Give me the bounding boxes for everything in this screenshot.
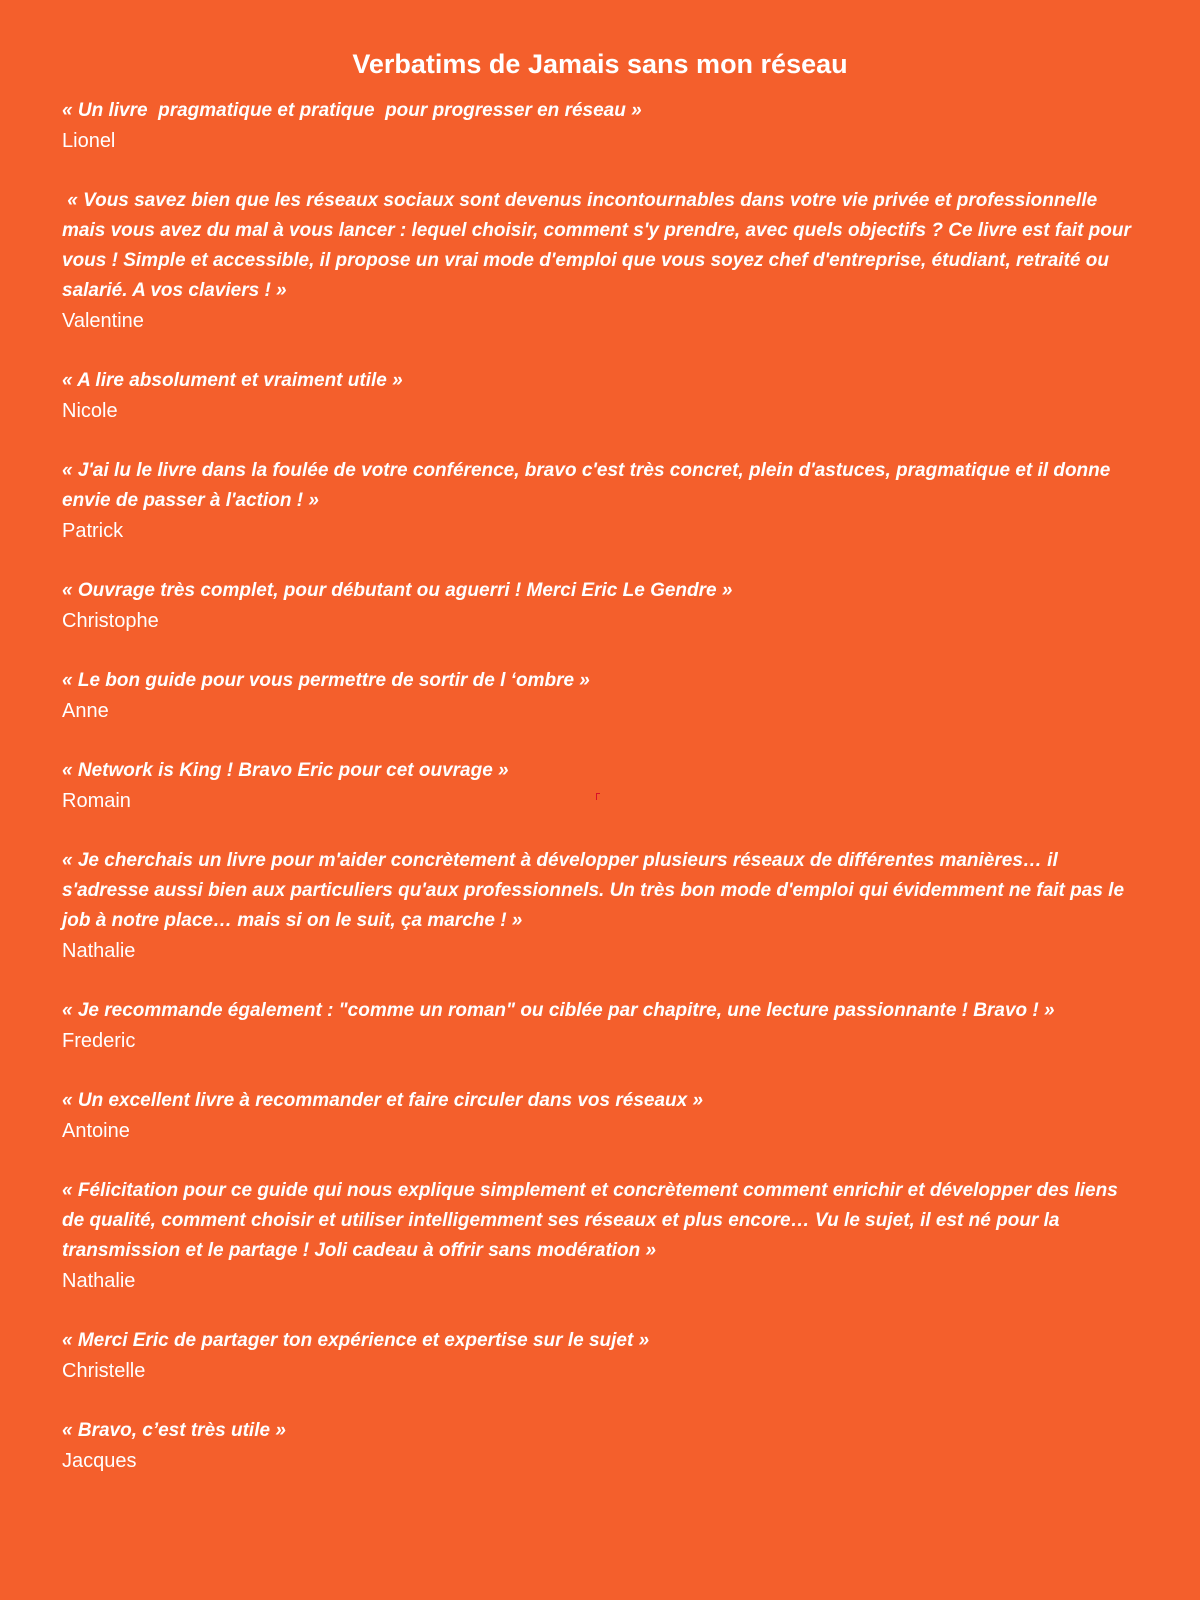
testimonial-quote: « Le bon guide pour vous permettre de sortir de l ‘ombre » [62, 670, 590, 691]
testimonial-quote: « Félicitation pour ce guide qui nous explique simplement et concrètement comment enrichir et développer des liens de qualité, comment choisir et utiliser intelligemment ses réseaux et plus encore… Vu le sujet, il est né pour la transmission et le partage ! Joli cadeau à offrir sans modération » [62, 1180, 1124, 1261]
testimonial-quote: « A lire absolument et vraiment utile » [62, 370, 403, 391]
testimonial-item [62, 576, 1138, 636]
testimonial-item [62, 996, 1138, 1056]
testimonial-item [62, 756, 1138, 816]
testimonial-quote: « Un excellent livre à recommander et faire circuler dans vos réseaux » [62, 1090, 704, 1111]
testimonial-author: Romain [62, 790, 131, 812]
testimonial-author: Nathalie [62, 1270, 136, 1292]
testimonial-item [62, 1416, 1138, 1476]
testimonial-author: Jacques [62, 1450, 137, 1472]
testimonial-item [62, 1326, 1138, 1386]
testimonial-item [62, 846, 1138, 966]
testimonial-author: Anne [62, 700, 109, 722]
testimonial-quote: « Network is King ! Bravo Eric pour cet ouvrage » [62, 760, 509, 781]
testimonial-quote: « Ouvrage très complet, pour débutant ou aguerri ! Merci Eric Le Gendre » [62, 580, 733, 601]
page-title: Verbatims de Jamais sans mon réseau [352, 49, 848, 79]
testimonial-item [62, 666, 1138, 726]
testimonial-item [62, 96, 1138, 156]
testimonial-author: Lionel [62, 130, 116, 152]
testimonial-item [62, 456, 1138, 546]
testimonial-item [62, 1176, 1138, 1296]
testimonial-quote: « Bravo, c’est très utile » [62, 1420, 286, 1441]
testimonial-list [62, 96, 1138, 1476]
testimonial-author: Patrick [62, 520, 124, 542]
testimonial-quote: « Je cherchais un livre pour m'aider concrètement à développer plusieurs réseaux de différentes manières… il s'adresse aussi bien aux particuliers qu'aux professionnels. Un très bon mode d'emploi qui évidemment ne fait pas le job à notre place… mais si on le suit, ça marche ! » [62, 850, 1130, 931]
testimonial-author: Valentine [62, 310, 144, 332]
testimonial-author: Christophe [62, 610, 159, 632]
testimonial-item [62, 186, 1138, 336]
testimonial-quote: « Merci Eric de partager ton expérience et expertise sur le sujet » [62, 1330, 650, 1351]
testimonial-author: Frederic [62, 1030, 136, 1052]
testimonial-author: Nathalie [62, 940, 136, 962]
stray-mark [596, 793, 600, 800]
testimonial-item [62, 366, 1138, 426]
testimonial-author: Nicole [62, 400, 118, 422]
testimonial-quote: « Vous savez bien que les réseaux sociaux sont devenus incontournables dans votre vie privée et professionnelle mais vous avez du mal à vous lancer : lequel choisir, comment s'y prendre, avec quels objectifs ? Ce livre est fait pour vous ! Simple et accessible, il propose un vrai mode d'emploi que vous soyez chef d'entreprise, étudiant, retraité ou salarié. A vos claviers ! » [62, 190, 1137, 301]
testimonial-author: Antoine [62, 1120, 130, 1142]
testimonial-author: Christelle [62, 1360, 146, 1382]
testimonial-quote: « J'ai lu le livre dans la foulée de votre conférence, bravo c'est très concret, plein d'astuces, pragmatique et il donne envie de passer à l'action ! » [62, 460, 1116, 511]
testimonial-quote: « Un livre pragmatique et pratique pour progresser en réseau » [62, 100, 642, 121]
testimonial-quote: « Je recommande également : "comme un roman" ou ciblée par chapitre, une lecture passionnante ! Bravo ! » [62, 1000, 1055, 1021]
testimonial-item [62, 1086, 1138, 1146]
